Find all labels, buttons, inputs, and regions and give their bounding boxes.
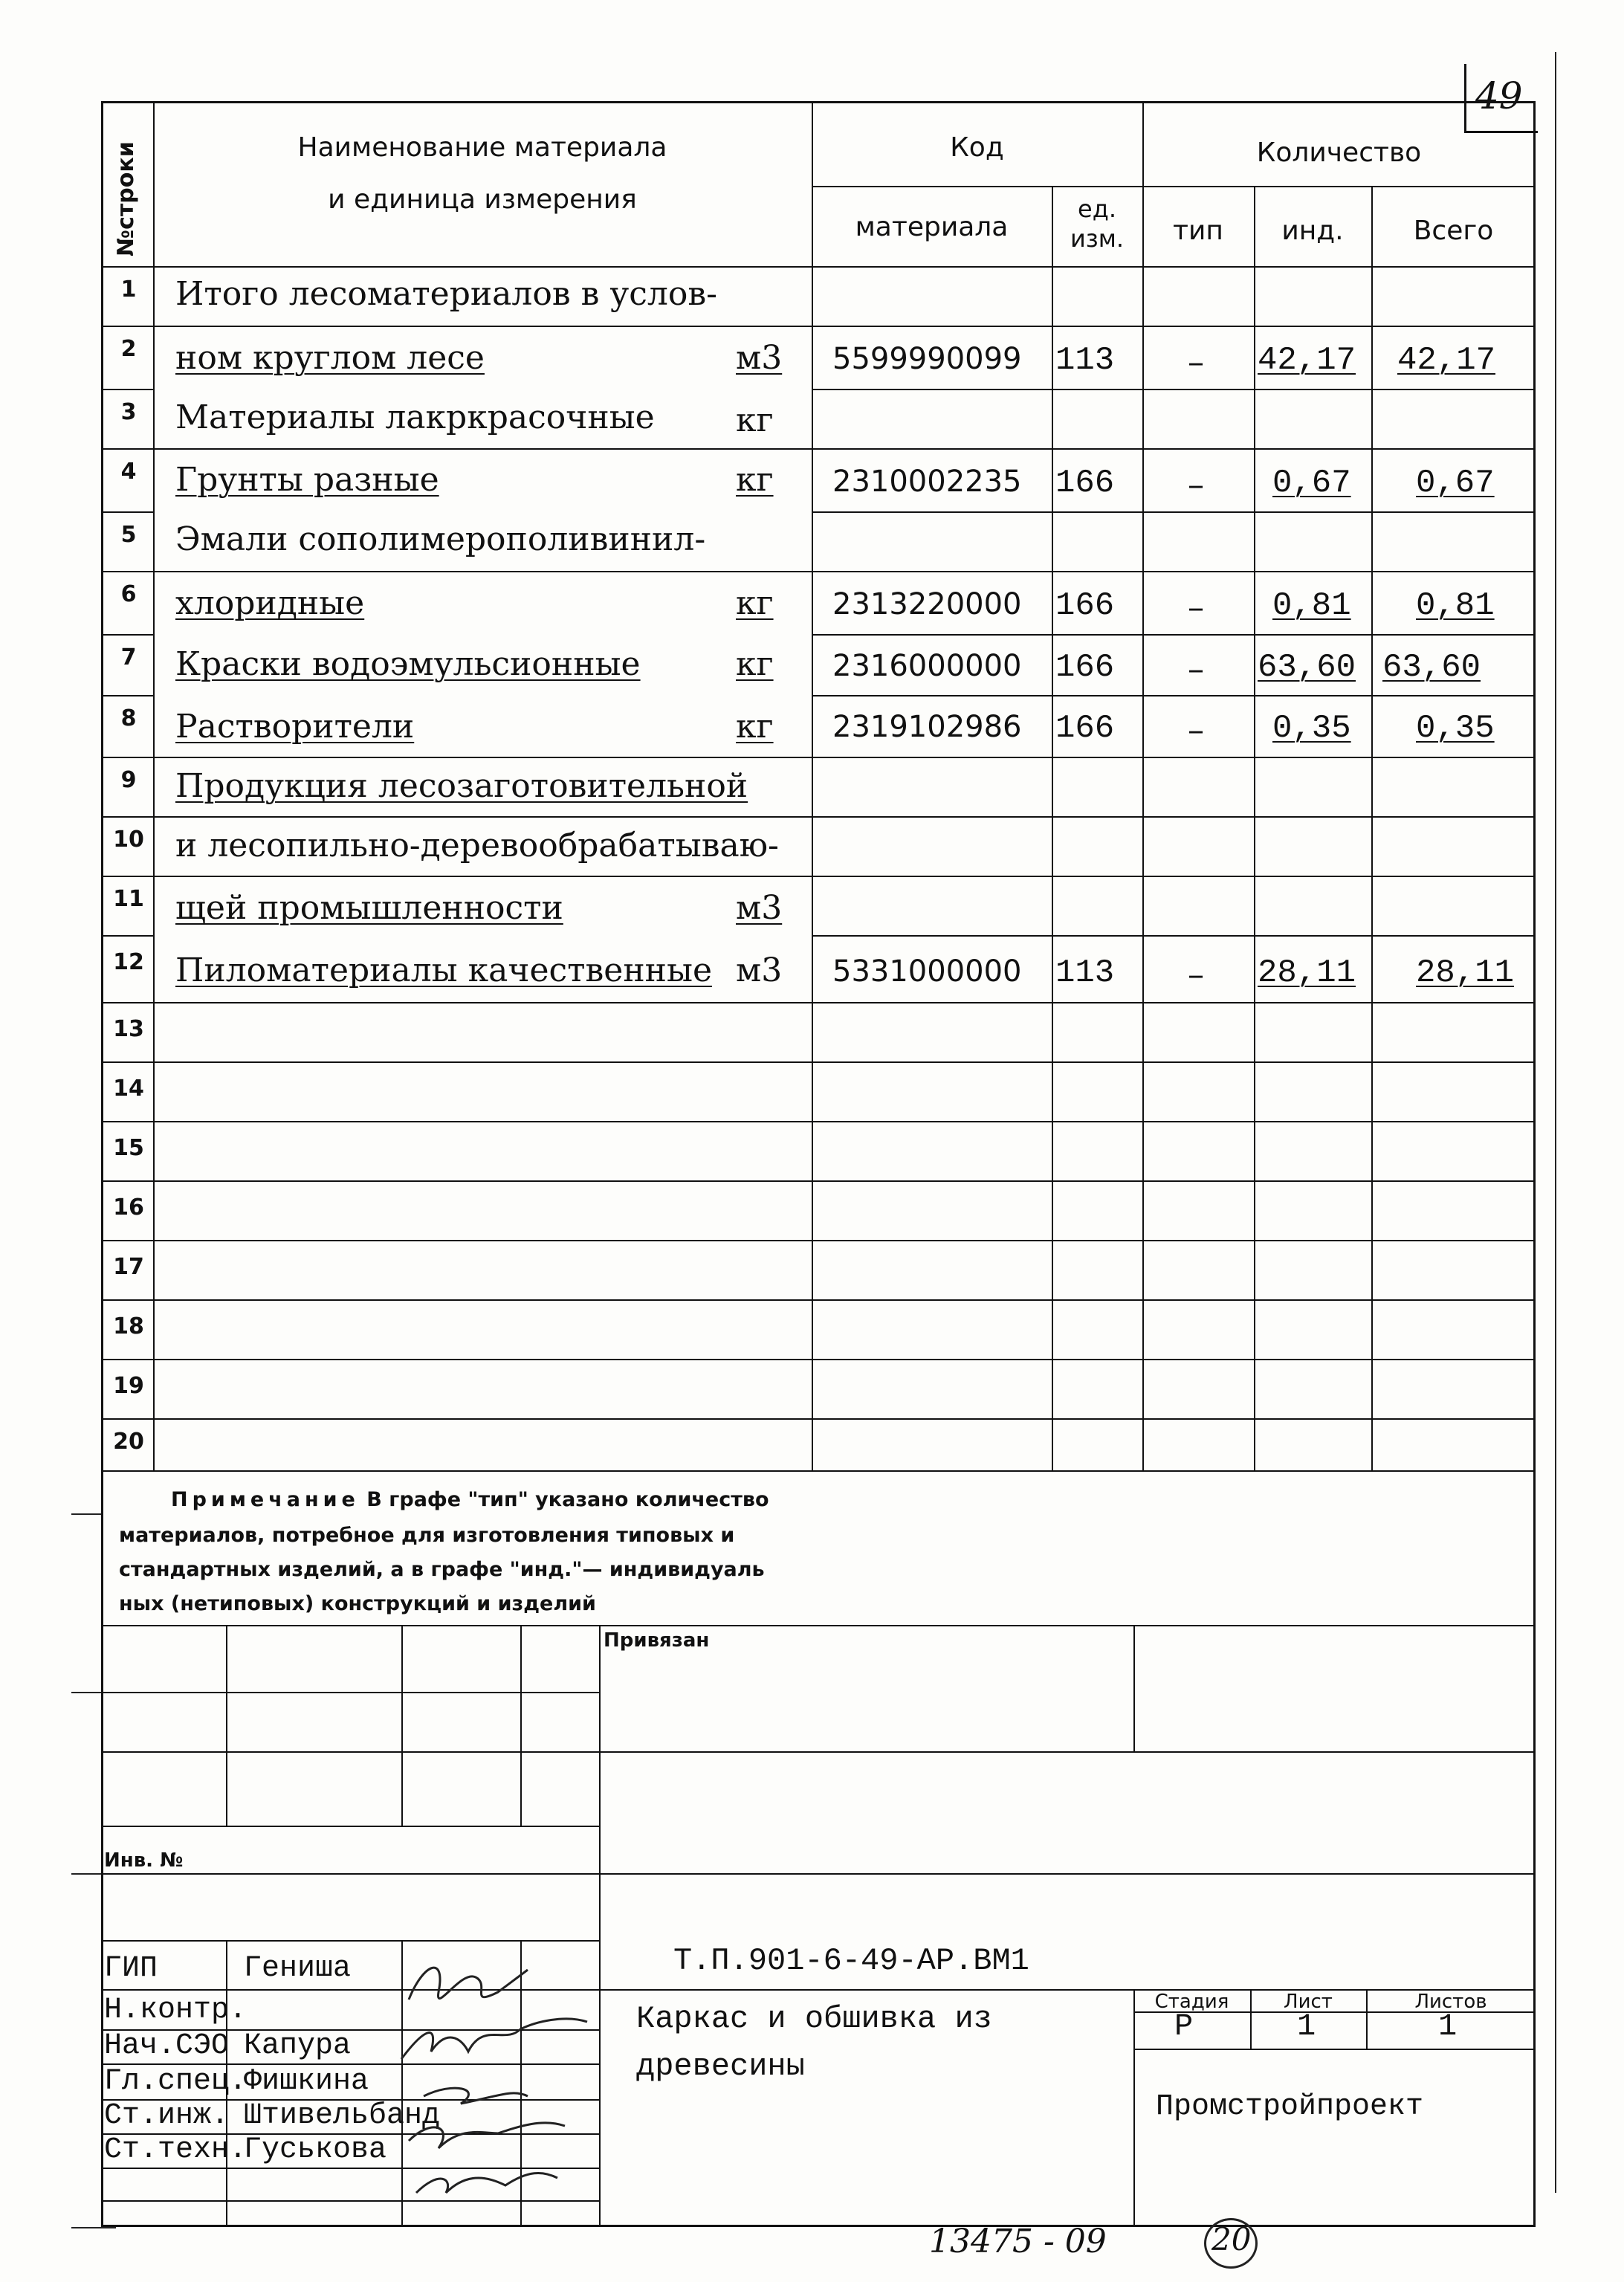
sheet-label: Лист xyxy=(1284,1991,1333,2013)
row-number: 14 xyxy=(113,1076,144,1102)
row-line xyxy=(101,1240,1536,1241)
tb-top-line xyxy=(101,1625,1536,1626)
unit-code: 166 xyxy=(1055,587,1115,624)
row-line xyxy=(812,935,1536,937)
attached-label: Привязан xyxy=(604,1629,710,1652)
staff-role: Ст.техн. xyxy=(104,2133,248,2167)
material-unit: кг xyxy=(736,645,774,683)
qty-ind: 28,11 xyxy=(1258,954,1356,992)
material-code: 2310002235 xyxy=(832,465,1022,499)
organization: Промстройпроект xyxy=(1156,2090,1424,2124)
row-line xyxy=(101,326,1536,327)
row-line xyxy=(812,389,1536,390)
row-line xyxy=(101,876,1536,877)
qty-ind: 42,17 xyxy=(1258,342,1356,379)
material-unit: кг xyxy=(736,461,774,499)
material-name: Пиломатериалы качественные xyxy=(175,951,713,989)
row-number: 17 xyxy=(113,1254,144,1280)
material-name: Продукция лесозаготовительной xyxy=(175,767,748,805)
qty-type: – xyxy=(1188,589,1204,627)
tb-hline xyxy=(101,1751,1536,1753)
sheets-label: Листов xyxy=(1414,1991,1487,2013)
tb-hline xyxy=(101,1826,599,1827)
material-name: хлоридные xyxy=(175,584,365,622)
row-number: 6 xyxy=(120,581,137,607)
note-text-1: В графе "тип" указано количество xyxy=(366,1488,769,1511)
row-number: 15 xyxy=(113,1135,144,1161)
material-code: 5599990099 xyxy=(832,342,1022,376)
staff-role: Н.контр. xyxy=(104,1994,248,2027)
row-line xyxy=(101,935,153,937)
header-code-unit-line1: ед. xyxy=(1078,195,1116,223)
qty-type: – xyxy=(1188,650,1204,688)
row-line xyxy=(101,1121,1536,1122)
material-code: 5331000000 xyxy=(832,954,1022,989)
material-name: Краски водоэмульсионные xyxy=(175,645,641,683)
qty-ind: 0,67 xyxy=(1272,465,1351,502)
material-name: Эмали сополимерополивинил- xyxy=(175,520,706,558)
header-qty-ind: инд. xyxy=(1281,216,1344,246)
archive-number: 13475 - 09 xyxy=(929,2223,1107,2260)
doc-title-line1: Каркас и обшивка из xyxy=(636,2001,992,2037)
sheet-value: 1 xyxy=(1297,2008,1316,2044)
row-line xyxy=(101,1180,1536,1182)
page-number-bottom: 20 xyxy=(1211,2221,1252,2257)
material-code: 2316000000 xyxy=(832,649,1022,683)
material-name: Материалы лакркрасочные xyxy=(175,398,655,436)
qty-ind: 0,81 xyxy=(1272,587,1351,624)
right-margin-line xyxy=(1555,52,1556,2193)
staff-name: Капура xyxy=(244,2029,352,2063)
material-unit: кг xyxy=(736,401,774,439)
unit-code: 166 xyxy=(1055,465,1115,502)
header-qty-total: Всего xyxy=(1413,216,1494,246)
signature-5 xyxy=(416,2173,557,2193)
note-line4: ных (нетиповых) конструкций и изделий xyxy=(119,1592,596,1615)
row-line xyxy=(101,389,153,390)
staff-name: Гуськова xyxy=(244,2133,387,2167)
signature-3 xyxy=(424,2088,528,2104)
row-number: 12 xyxy=(113,949,144,975)
signatures xyxy=(394,1948,609,2223)
qty-total: 28,11 xyxy=(1416,954,1515,992)
qty-type: – xyxy=(1188,956,1204,994)
staff-name: Гениша xyxy=(244,1952,352,1985)
row-number: 1 xyxy=(120,277,137,303)
row-number: 5 xyxy=(120,522,137,548)
row-line xyxy=(101,1470,1536,1472)
row-number: 7 xyxy=(120,644,137,670)
doc-title-line2: древесины xyxy=(636,2049,805,2084)
col-line-3 xyxy=(1052,186,1053,1470)
row-number: 9 xyxy=(120,767,137,793)
col-line-4 xyxy=(1142,103,1144,1470)
staff-name: Штивельбанд xyxy=(244,2099,441,2133)
row-number: 8 xyxy=(120,705,137,731)
header-name-line2: и единица измерения xyxy=(328,184,637,215)
row-number: 16 xyxy=(113,1195,144,1221)
header-bottom-line xyxy=(101,266,1536,268)
tb-vline xyxy=(226,1625,227,1826)
staff-role: Гл.спец. xyxy=(104,2065,248,2098)
col-line-5 xyxy=(1254,186,1255,1470)
material-unit: м3 xyxy=(736,889,783,927)
row-line xyxy=(101,511,153,513)
col-line-6 xyxy=(1371,186,1373,1470)
material-unit: м3 xyxy=(736,951,783,989)
note-line3: стандартных изделий, а в графе "инд."— индивидуаль xyxy=(119,1558,765,1581)
stage-label: Стадия xyxy=(1154,1991,1229,2013)
margin-tick xyxy=(71,1692,101,1693)
row-line xyxy=(101,1061,1536,1063)
header-code-material: материала xyxy=(855,212,1009,242)
signature-4 xyxy=(409,2123,565,2148)
row-number: 10 xyxy=(113,827,144,853)
row-line xyxy=(101,1359,1536,1360)
unit-code: 113 xyxy=(1055,954,1115,992)
stage-value: Р xyxy=(1174,2008,1194,2044)
material-unit: кг xyxy=(736,584,774,622)
tb-hline xyxy=(101,1873,1536,1875)
staff-name: Фишкина xyxy=(244,2065,369,2098)
row-number: 4 xyxy=(120,459,137,485)
staff-role: ГИП xyxy=(104,1952,158,1985)
note-line2: материалов, потребное для изготовления типовых и xyxy=(119,1524,735,1547)
signature-1 xyxy=(409,1968,528,2000)
row-number: 20 xyxy=(113,1429,144,1455)
header-row-no: №строки xyxy=(113,141,139,256)
tb-vline xyxy=(520,1625,522,1826)
unit-code: 113 xyxy=(1055,342,1115,379)
row-number: 19 xyxy=(113,1373,144,1399)
tb-hline xyxy=(1133,2049,1536,2050)
row-line xyxy=(101,757,1536,758)
row-line xyxy=(101,1299,1536,1301)
row-line xyxy=(101,448,1536,450)
sheets-value: 1 xyxy=(1438,2008,1458,2044)
qty-total: 63,60 xyxy=(1382,649,1481,686)
qty-type: – xyxy=(1188,711,1204,749)
staff-role: Ст.инж. xyxy=(104,2099,230,2133)
material-unit: м3 xyxy=(736,339,783,377)
row-line xyxy=(812,634,1536,636)
tb-hline xyxy=(101,1940,599,1942)
header-quantity: Количество xyxy=(1256,138,1422,168)
material-name: Растворители xyxy=(175,708,415,746)
signature-2 xyxy=(401,2019,587,2059)
row-line xyxy=(101,571,1536,572)
qty-ind: 0,35 xyxy=(1272,710,1351,747)
unit-code: 166 xyxy=(1055,649,1115,686)
row-line xyxy=(812,695,1536,696)
row-line xyxy=(101,1002,1536,1003)
tb-vline xyxy=(401,1625,403,1826)
qty-total: 0,35 xyxy=(1416,710,1495,747)
staff-role: Нач.СЭО xyxy=(104,2029,230,2063)
row-number: 3 xyxy=(120,399,137,425)
margin-tick xyxy=(71,1873,101,1875)
doc-code: Т.П.901-6-49-АР.ВМ1 xyxy=(673,1943,1029,1979)
note-line1 xyxy=(171,1488,769,1511)
row-line xyxy=(812,511,1536,513)
tb-vline-right xyxy=(1133,1625,1135,1751)
material-name: Итого лесоматериалов в услов- xyxy=(175,275,717,313)
material-code: 2313220000 xyxy=(832,587,1022,621)
qty-total: 0,67 xyxy=(1416,465,1495,502)
inv-label: Инв. № xyxy=(104,1849,184,1872)
row-line xyxy=(101,816,1536,818)
row-number: 18 xyxy=(113,1313,144,1339)
page-number-top: 49 xyxy=(1475,74,1523,117)
header-code-unit-line2: изм. xyxy=(1070,224,1125,253)
row-line xyxy=(101,634,153,636)
row-line xyxy=(101,1418,1536,1420)
header-code: Код xyxy=(950,132,1004,163)
col-line-1 xyxy=(153,103,155,1470)
qty-ind: 63,60 xyxy=(1258,649,1356,686)
header-name-line1: Наименование материала xyxy=(297,132,667,163)
tb-hline xyxy=(101,1692,599,1693)
row-number: 13 xyxy=(113,1016,144,1042)
header-qty-type: тип xyxy=(1173,216,1223,246)
qty-type: – xyxy=(1188,343,1204,381)
qty-total: 42,17 xyxy=(1397,342,1496,379)
col-line-2 xyxy=(812,103,813,1470)
header-mid-line xyxy=(812,186,1536,187)
note-lead: Примечание xyxy=(171,1488,360,1511)
material-name: щей промышленности xyxy=(175,889,563,927)
row-number: 2 xyxy=(120,336,137,362)
unit-code: 166 xyxy=(1055,710,1115,747)
material-unit: кг xyxy=(736,708,774,746)
qty-type: – xyxy=(1188,466,1204,504)
tb-vline-right xyxy=(1133,1989,1135,2227)
material-name: ном круглом лесе xyxy=(175,339,485,377)
row-line xyxy=(101,695,153,696)
row-number: 11 xyxy=(113,886,144,912)
qty-total: 0,81 xyxy=(1416,587,1495,624)
margin-tick xyxy=(71,2227,116,2228)
material-name: Грунты разные xyxy=(175,461,439,499)
margin-tick xyxy=(71,1513,101,1515)
material-code: 2319102986 xyxy=(832,710,1022,744)
material-name: и лесопильно-деревообрабатываю- xyxy=(175,827,779,864)
